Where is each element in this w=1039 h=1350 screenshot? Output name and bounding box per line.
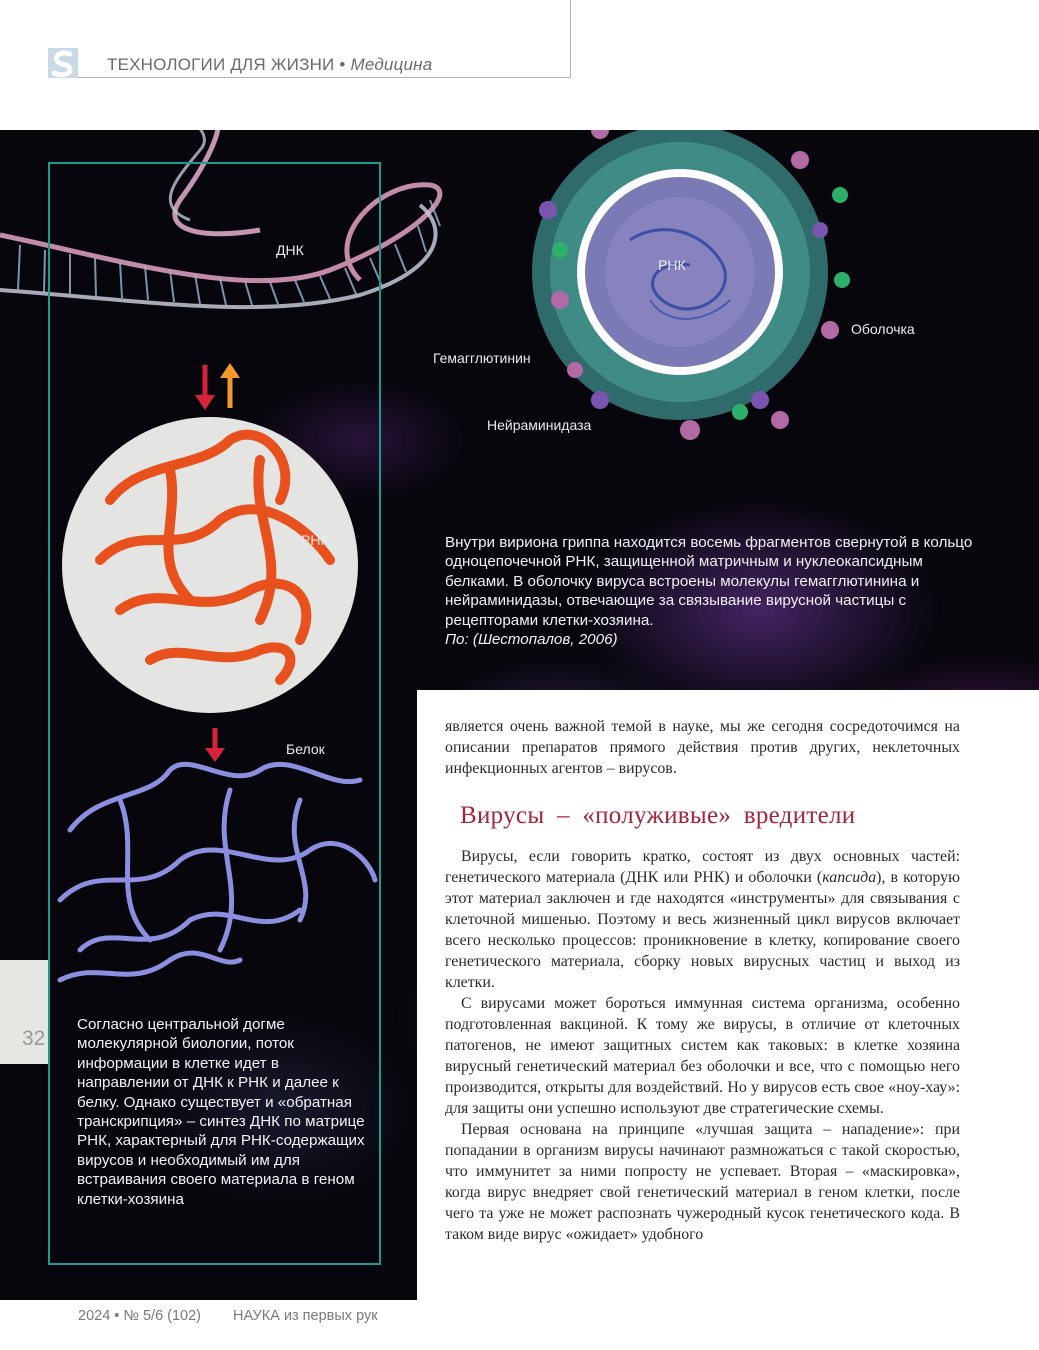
virus-caption-text: Внутри вириона гриппа находится восемь фрагментов свернутой в кольцо одноцепочечной РНК, защищенной матричным и нуклеокапсидным белками. В оболочку вируса встроены молекулы гемагглютинина и нейраминидазы, отвечающие за связывание вирусной частицы с рецепторами клетки-хозяина. [445, 534, 973, 629]
dogma-caption: Согласно центральной догме молекулярной биологии, поток информации в клетке идет в направлении от ДНК к РНК и далее к белку. Однако существует и «обратная транскрипция» – синтез ДНК по матрице РНК, характерный для РНК-содержащих вирусов и необходимый им для встраивания своего материала в геном клетки-хозяина [77, 1016, 365, 1208]
paragraph-1-emphasis: капсида [822, 869, 877, 886]
label-rna-virus: РНК [658, 257, 686, 273]
label-protein: Белок [286, 741, 325, 757]
article-paragraph [445, 846, 960, 993]
label-envelope: Оболочка [851, 321, 915, 337]
article-body [445, 846, 960, 1245]
header-section: ТЕХНОЛОГИИ ДЛЯ ЖИЗНИ [107, 55, 335, 74]
virus-particle-image [532, 130, 850, 440]
footer-journal: НАУКА из первых рук [233, 1308, 378, 1324]
article-intro: является очень важной темой в науке, мы же сегодня сосредоточимся на описании препаратов прямого действия против других, неклеточных инфекционных агентов – вирусов. [445, 718, 960, 777]
article-heading: Вирусы – «полуживые» вредители [460, 802, 856, 829]
article-paragraph: С вирусами может бороться иммунная система организма, особенно подготовленная вакциной. К тому же вирусы, в отличие от клеточных патогенов, не имеют защитных систем как таковых: в клетке хозяина вирусный генетический материал без оболочки и все, что с помощью него производится, открыты для воздействий. Но у вирусов есть свое «ноу-хау»: для защиты они успешно используют две стратегические схемы. [445, 995, 960, 1117]
label-dna: ДНК [276, 242, 304, 258]
paragraph-1-part-b: ), в которую этот материал заключен и где находятся «инструменты» для связывания с клеточной мишенью. Поэтому и весь жизненный цикл вирусов включает всего несколько процессов: проникновение в клетку, копирование своего генетического материала, сборку новых вирусных частиц и выход из клетки. [445, 869, 960, 991]
header-rule-vertical [570, 0, 571, 78]
article-paragraph: Первая основана на принципе «лучшая защита – нападение»: при попадании в организм вирусы начинают размножаться с такой скоростью, что иммунитет за ними попросту не успевает. Вторая – «маскировка», когда вирус внедряет свой генетический материал в геном клетки, после чего та уже не может распознать чужеродный кусок генетического кода. В таком виде вирус «ожидает» удобного [445, 1121, 960, 1243]
header-bullet: • [339, 55, 346, 74]
paragraph-1-part-a: Вирусы, если говорить кратко, состоят из двух основных частей: генетического материала (ДНК или РНК) и оболочки ( [445, 848, 960, 886]
header-rule [48, 77, 571, 78]
virus-caption-source: По: (Шестопалов, 2006) [445, 631, 618, 649]
footer-issue: 2024 • № 5/6 (102) [78, 1308, 202, 1324]
label-rna: РНК [301, 532, 329, 548]
header-subsection: Медицина [350, 55, 433, 74]
header-title [107, 55, 432, 75]
label-hemagglutinin: Гемагглютинин [433, 350, 531, 366]
footer [78, 1308, 378, 1324]
journal-logo-icon [48, 48, 78, 78]
virus-caption [445, 533, 985, 649]
label-neuraminidase: Нейраминидаза [487, 417, 592, 433]
page-number: 32 [22, 1027, 46, 1050]
